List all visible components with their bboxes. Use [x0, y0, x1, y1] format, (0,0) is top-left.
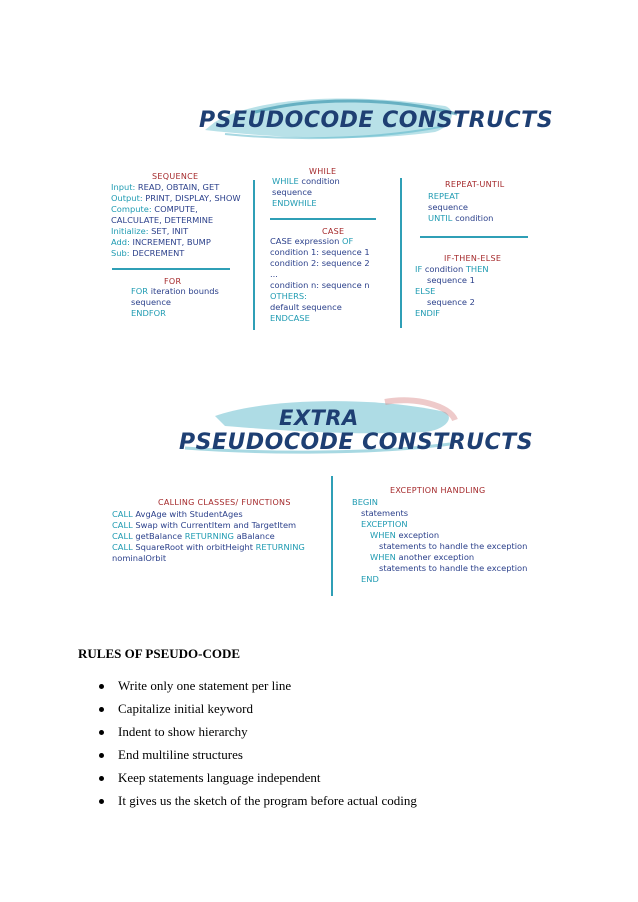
code-line: CALCULATE, DETERMINE [111, 215, 214, 225]
code-line: ... [270, 269, 278, 279]
if-then-else-lines [415, 264, 489, 319]
sequence-header: SEQUENCE [152, 172, 199, 181]
code-line: sequence [131, 297, 171, 307]
code-line: sequence 2 [427, 297, 475, 307]
code-line: statements to handle the exception [379, 541, 528, 551]
code-line: ENDCASE [270, 313, 310, 323]
code-line: CALL getBalance RETURNING aBalance [112, 531, 275, 541]
sequence-lines [111, 182, 241, 259]
repeat-until-header: REPEAT-UNTIL [445, 180, 505, 189]
list-item: Indent to show hierarchy [78, 724, 417, 747]
code-line: BEGIN [352, 497, 379, 507]
code-line: ENDIF [415, 308, 441, 318]
rules-list [78, 678, 417, 816]
for-lines [131, 286, 219, 319]
while-header: WHILE [309, 167, 337, 176]
code-line: Add: INCREMENT, BUMP [111, 237, 211, 247]
list-item: End multiline structures [78, 747, 417, 770]
code-line: Sub: DECREMENT [111, 248, 185, 258]
while-lines [272, 176, 340, 209]
code-line: FOR iteration bounds [131, 286, 219, 296]
code-line: Compute: COMPUTE, [111, 204, 198, 214]
left-divider [253, 180, 255, 330]
extra-divider [331, 476, 333, 596]
rules-heading: RULES OF PSEUDO-CODE [78, 646, 241, 661]
bullet-icon [99, 707, 104, 712]
code-line: ENDWHILE [272, 198, 317, 208]
code-line: sequence [272, 187, 312, 197]
exception-header: EXCEPTION HANDLING [390, 486, 486, 495]
for-header: FOR [164, 277, 182, 286]
list-item: Capitalize initial keyword [78, 701, 417, 724]
code-line: IF condition THEN [415, 264, 489, 274]
code-line: UNTIL condition [428, 213, 494, 223]
calling-header: CALLING CLASSES/ FUNCTIONS [158, 498, 291, 507]
code-line: REPEAT [428, 191, 460, 201]
code-line: statements [361, 508, 409, 518]
extra-title-line2: PSEUDOCODE CONSTRUCTS [179, 430, 534, 455]
code-line: ELSE [415, 286, 436, 296]
code-line: CALL SquareRoot with orbitHeight RETURNING [112, 542, 305, 552]
if-then-else-header: IF-THEN-ELSE [444, 254, 502, 263]
bullet-icon [99, 753, 104, 758]
code-line: CALL AvgAge with StudentAges [112, 509, 243, 519]
code-line: WHEN exception [370, 530, 440, 540]
bullet-icon [99, 799, 104, 804]
code-line: EXCEPTION [361, 519, 408, 529]
repeat-until-lines [428, 191, 493, 224]
code-line: CASE expression OF [270, 236, 354, 246]
code-line: Output: PRINT, DISPLAY, SHOW [111, 193, 241, 203]
while-divider [270, 218, 376, 220]
exception-lines [352, 497, 527, 585]
bullet-icon [99, 730, 104, 735]
code-line: sequence [428, 202, 468, 212]
list-item: Write only one statement per line [78, 678, 417, 701]
extra-title-line1: EXTRA [279, 406, 359, 430]
code-line: condition 2: sequence 2 [270, 258, 370, 268]
code-line: default sequence [270, 302, 342, 312]
code-line: ENDFOR [131, 308, 166, 318]
code-line: Input: READ, OBTAIN, GET [111, 182, 220, 192]
code-line: nominalOrbit [112, 553, 167, 563]
code-line: WHILE condition [272, 176, 340, 186]
code-line: sequence 1 [427, 275, 475, 285]
case-lines [270, 236, 370, 324]
code-line: END [361, 574, 379, 584]
code-line: WHEN another exception [370, 552, 475, 562]
code-line: CALL Swap with CurrentItem and TargetItem [112, 520, 297, 530]
list-item: Keep statements language independent [78, 770, 417, 793]
sequence-divider [112, 268, 230, 270]
code-line: condition 1: sequence 1 [270, 247, 370, 257]
calling-lines [112, 509, 305, 564]
bullet-icon [99, 776, 104, 781]
code-line: condition n: sequence n [270, 280, 370, 290]
code-line: OTHERS: [270, 291, 307, 301]
bullet-icon [99, 684, 104, 689]
list-item: It gives us the sketch of the program before actual coding [78, 793, 417, 816]
figure-title: PSEUDOCODE CONSTRUCTS [199, 108, 554, 133]
right-divider [400, 178, 402, 328]
code-line: Initialize: SET, INIT [111, 226, 189, 236]
repeat-divider [420, 236, 528, 238]
case-header: CASE [322, 227, 345, 236]
code-line: statements to handle the exception [379, 563, 528, 573]
